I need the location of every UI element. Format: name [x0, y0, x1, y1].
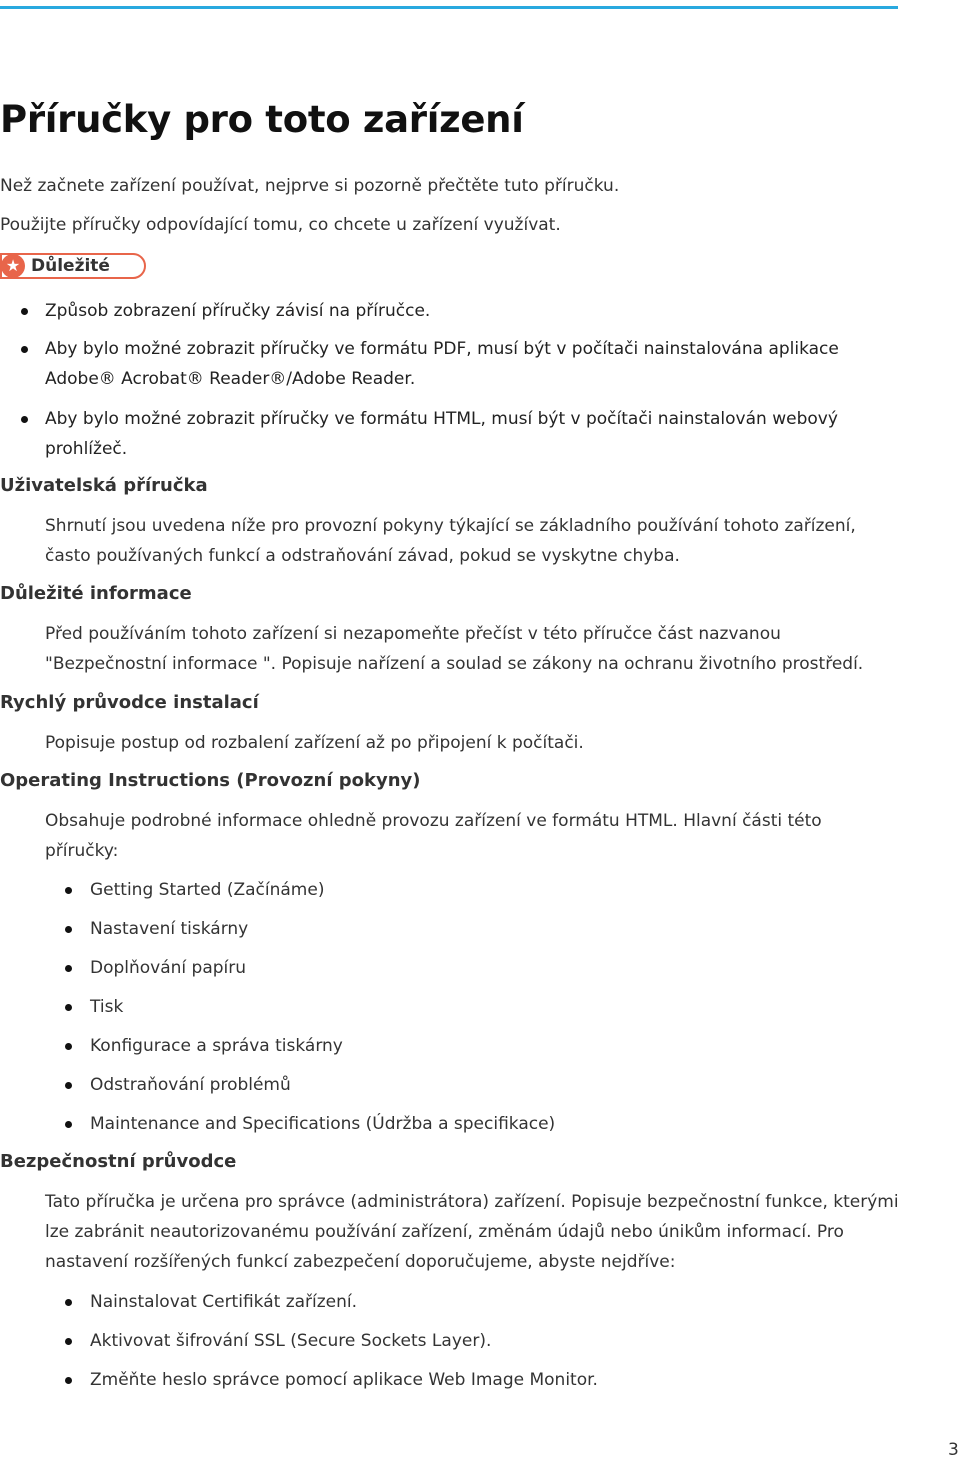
page-number: 3	[948, 1440, 959, 1460]
bullet-icon	[21, 416, 28, 423]
header-rule	[0, 6, 898, 9]
bullet-icon	[65, 1004, 72, 1011]
section-body: Shrnutí jsou uvedena níže pro provozní pokyny týkající se základního používání tohoto zařízení, často používaných funkcí a odstraňování závad, pokud se vyskytne chyba.	[45, 516, 856, 566]
section-heading: Operating Instructions (Provozní pokyny)	[0, 770, 421, 791]
section-body: Před používáním tohoto zařízení si nezapomeňte přečíst v této příručce část nazvanou "Bezpečnostní informace ". Popisuje nařízení a soulad se zákony na ochranu životního prostředí.	[45, 624, 864, 674]
section-heading: Bezpečnostní průvodce	[0, 1151, 237, 1172]
section-body: Tato příručka je určena pro správce (administrátora) zařízení. Popisuje bezpečnostní funkce, kterými lze zabránit neautorizovanému používání zařízení, změnám údajů nebo únikům informací. Pro nastavení rozšířených funkcí zabezpečení doporučujeme, abyste nejdříve:	[45, 1192, 899, 1272]
bullet-icon	[65, 1338, 72, 1345]
section-body: Obsahuje podrobné informace ohledně provozu zařízení ve formátu HTML. Hlavní části této příručky:	[45, 811, 822, 861]
bullet-icon	[21, 308, 28, 315]
page-title: Příručky pro toto zařízení	[0, 98, 524, 141]
bullet-icon	[65, 1121, 72, 1128]
important-badge	[0, 253, 146, 279]
section-heading: Důležité informace	[0, 583, 192, 604]
section-body: Popisuje postup od rozbalení zařízení až po připojení k počítači.	[45, 733, 584, 753]
intro-line: Než začnete zařízení používat, nejprve si pozorně přečtěte tuto příručku.	[0, 176, 620, 196]
bullet-icon	[65, 1377, 72, 1384]
intro-line: Použijte příručky odpovídající tomu, co chcete u zařízení využívat.	[0, 215, 561, 235]
important-label: Důležité	[31, 256, 110, 276]
section-heading: Rychlý průvodce instalací	[0, 692, 259, 713]
section-heading: Uživatelská příručka	[0, 475, 208, 496]
bullet-icon	[65, 965, 72, 972]
bullet-icon	[65, 926, 72, 933]
bullet-icon	[21, 346, 28, 353]
star-icon: ★	[1, 254, 25, 278]
bullet-icon	[65, 1299, 72, 1306]
bullet-icon	[65, 887, 72, 894]
bullet-icon	[65, 1082, 72, 1089]
bullet-icon	[65, 1043, 72, 1050]
